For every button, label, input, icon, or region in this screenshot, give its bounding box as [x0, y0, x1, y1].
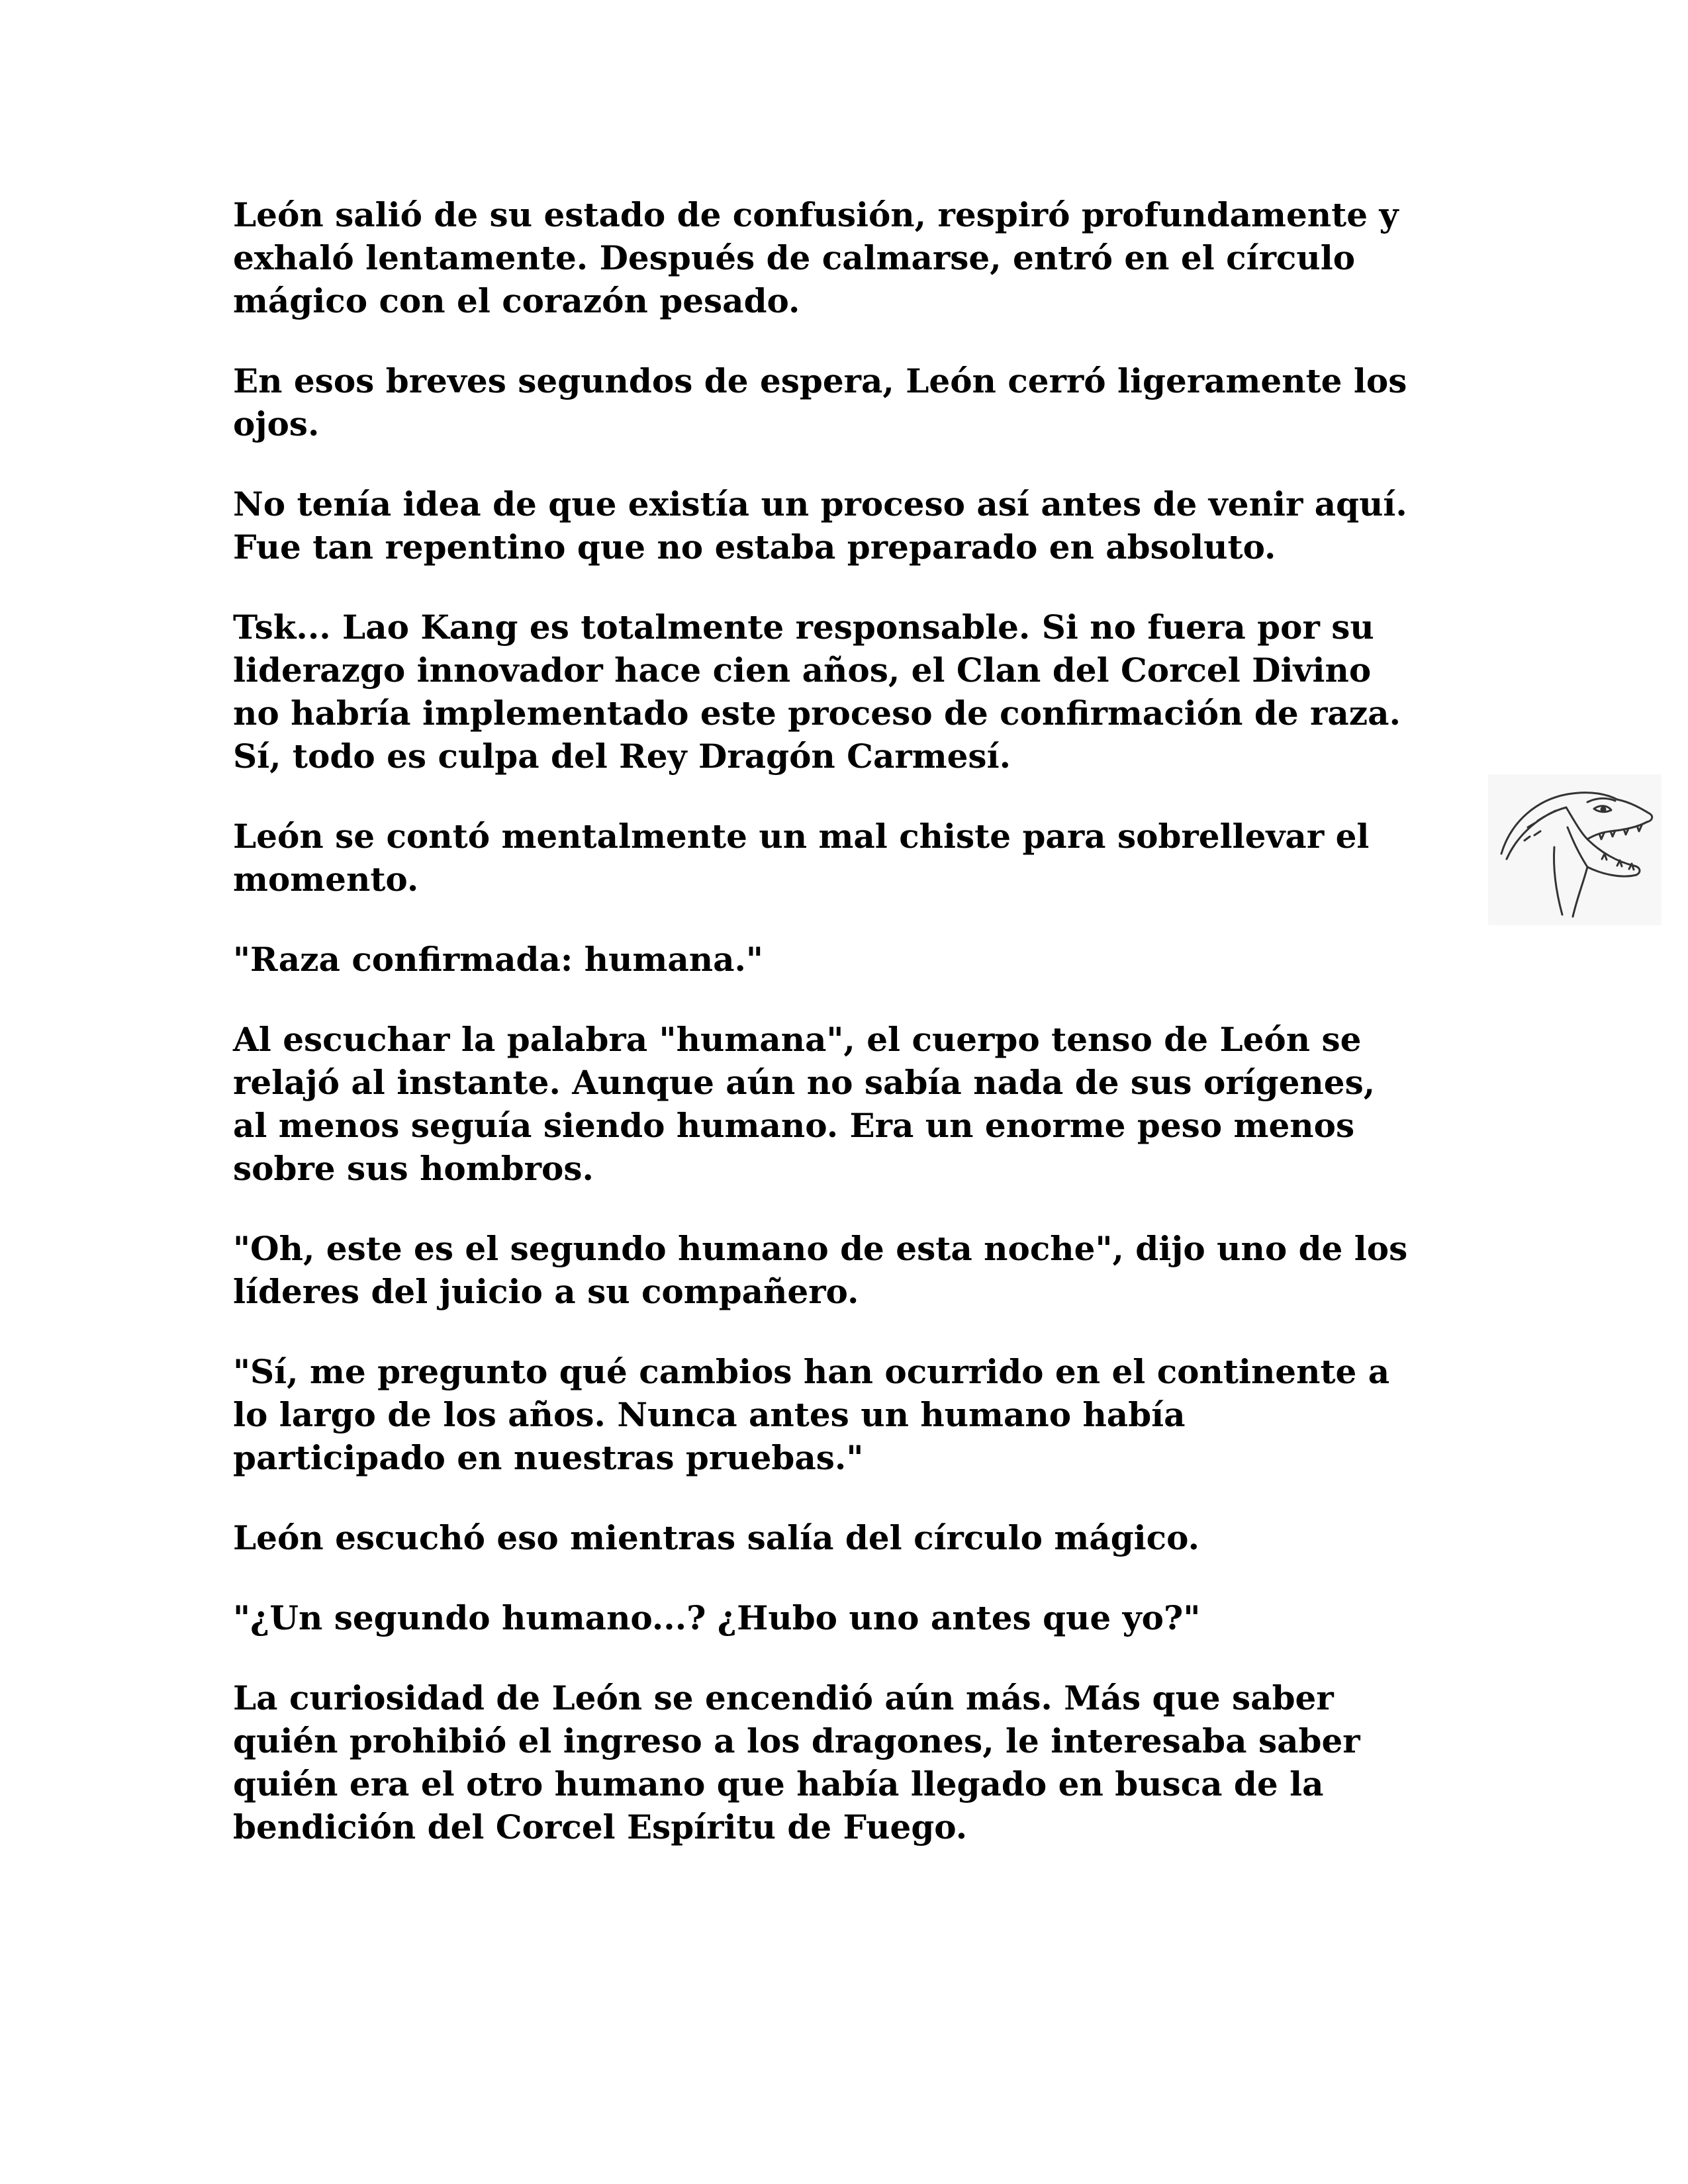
paragraph: León salió de su estado de confusión, respiró profundamente y exhaló lentamente. Después de calmarse, entró en el círculo mágico con el corazón pesado. [233, 195, 1399, 320]
body-text [233, 193, 1464, 1848]
paragraph: "Sí, me pregunto qué cambios han ocurrido en el continente a lo largo de los años. Nunca antes un humano había participado en nuestras pruebas." [233, 1352, 1390, 1477]
paragraph: Tsk... Lao Kang es totalmente responsable. Si no fuera por su liderazgo innovador hace cien años, el Clan del Corcel Divino no habría implementado este proceso de confirmación de raza. Sí, todo es culpa del Rey Dragón Carmesí. [233, 608, 1401, 776]
dinosaur-head-icon [1488, 774, 1662, 925]
paragraph: "Raza confirmada: humana." [233, 940, 763, 979]
paragraph: León se contó mentalmente un mal chiste para sobrellevar el momento. [233, 817, 1370, 899]
paragraph: "Oh, este es el segundo humano de esta noche", dijo uno de los líderes del juicio a su compañero. [233, 1229, 1408, 1311]
paragraph: León escuchó eso mientras salía del círculo mágico. [233, 1518, 1199, 1557]
paragraph: La curiosidad de León se encendió aún más. Más que saber quién prohibió el ingreso a los dragones, le interesaba saber quién era el otro humano que había llegado en busca de la bendición del Corcel Espíritu de Fuego. [233, 1678, 1360, 1846]
paragraph: "¿Un segundo humano...? ¿Hubo uno antes que yo?" [233, 1598, 1201, 1637]
paragraph: No tenía idea de que existía un proceso así antes de venir aquí. Fue tan repentino que no estaba preparado en absoluto. [233, 484, 1407, 567]
paragraph: En esos breves segundos de espera, León cerró ligeramente los ojos. [233, 361, 1407, 443]
paragraph: Al escuchar la palabra "humana", el cuerpo tenso de León se relajó al instante. Aunque aún no sabía nada de sus orígenes, al menos seguía siendo humano. Era un enorme peso menos sobre sus hombros. [233, 1020, 1376, 1188]
